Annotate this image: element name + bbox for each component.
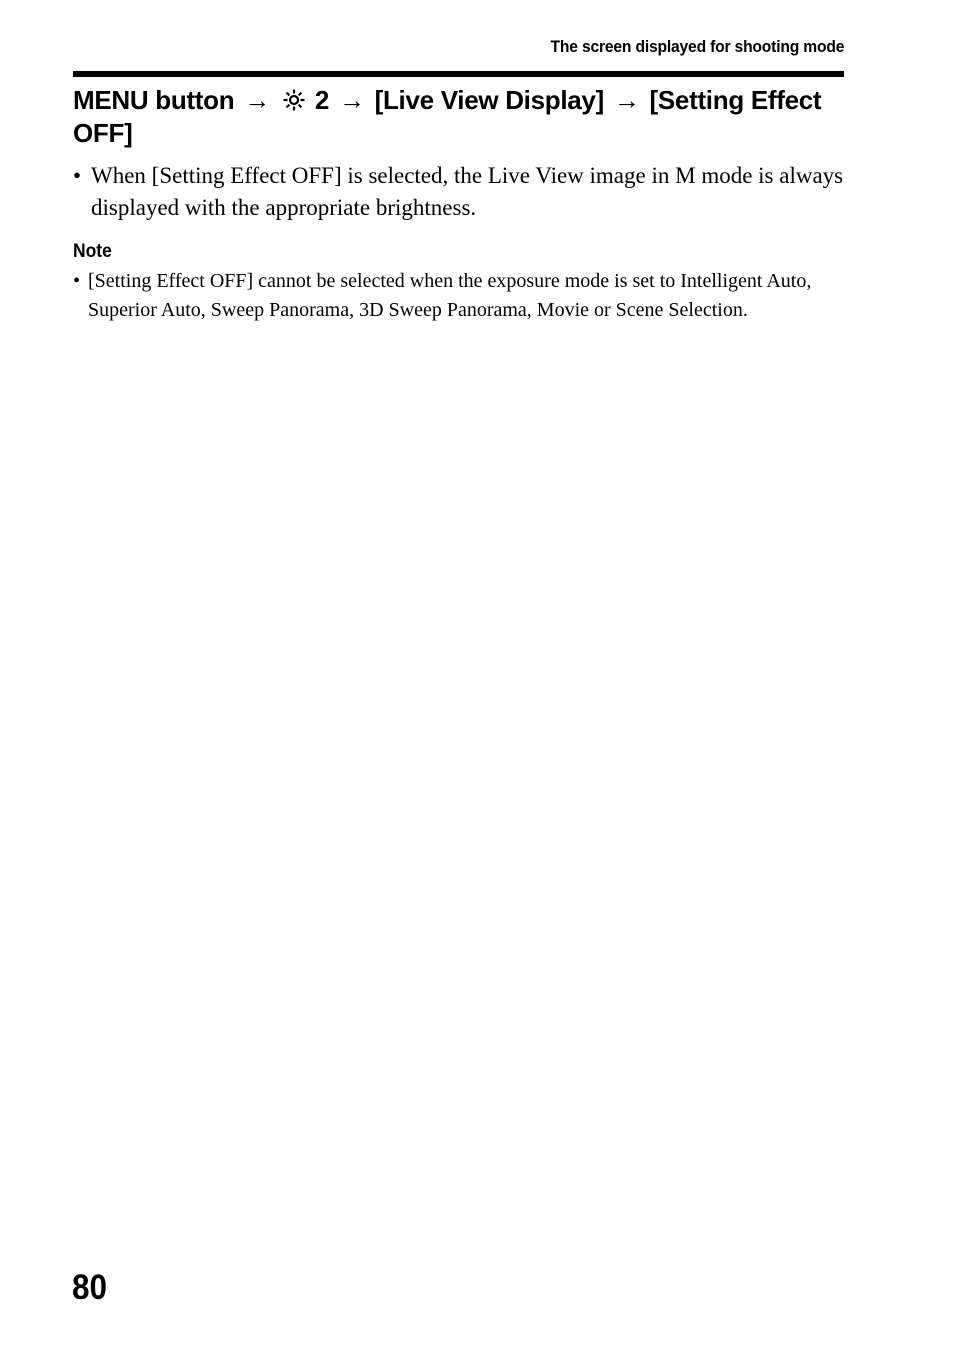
- list-item: [73, 160, 844, 224]
- heading-tab-number: 2: [314, 85, 330, 115]
- list-item-text: When [Setting Effect OFF] is selected, the Live View image in M mode is always displayed with the appropriate brightness.: [91, 163, 844, 220]
- running-header: The screen displayed for shooting mode: [550, 37, 844, 56]
- page-number: 80: [72, 1268, 108, 1307]
- list-item: [73, 267, 848, 325]
- note-bullet-list: [73, 267, 848, 325]
- arrow-icon: →: [244, 85, 270, 115]
- arrow-icon: →: [338, 85, 365, 115]
- heading-setting-effect-off: [Setting Effect OFF]: [73, 85, 822, 148]
- note-item-text: [Setting Effect OFF] cannot be selected when the exposure mode is set to Intelligent Auto, Superior Auto, Sweep Panorama, 3D Sweep Panorama, Movie or Scene Selection.: [88, 270, 812, 321]
- body-bullet-list: [73, 160, 844, 224]
- arrow-icon: →: [613, 85, 640, 115]
- heading-menu-button: MENU button: [73, 85, 235, 115]
- top-rule-divider: [73, 71, 844, 77]
- bullet-icon: •: [73, 163, 82, 188]
- note-label: Note: [73, 241, 112, 262]
- heading-live-view-display: [Live View Display]: [374, 85, 604, 115]
- gear-icon: [282, 88, 306, 112]
- section-heading: [73, 84, 844, 150]
- bullet-icon: •: [73, 270, 81, 292]
